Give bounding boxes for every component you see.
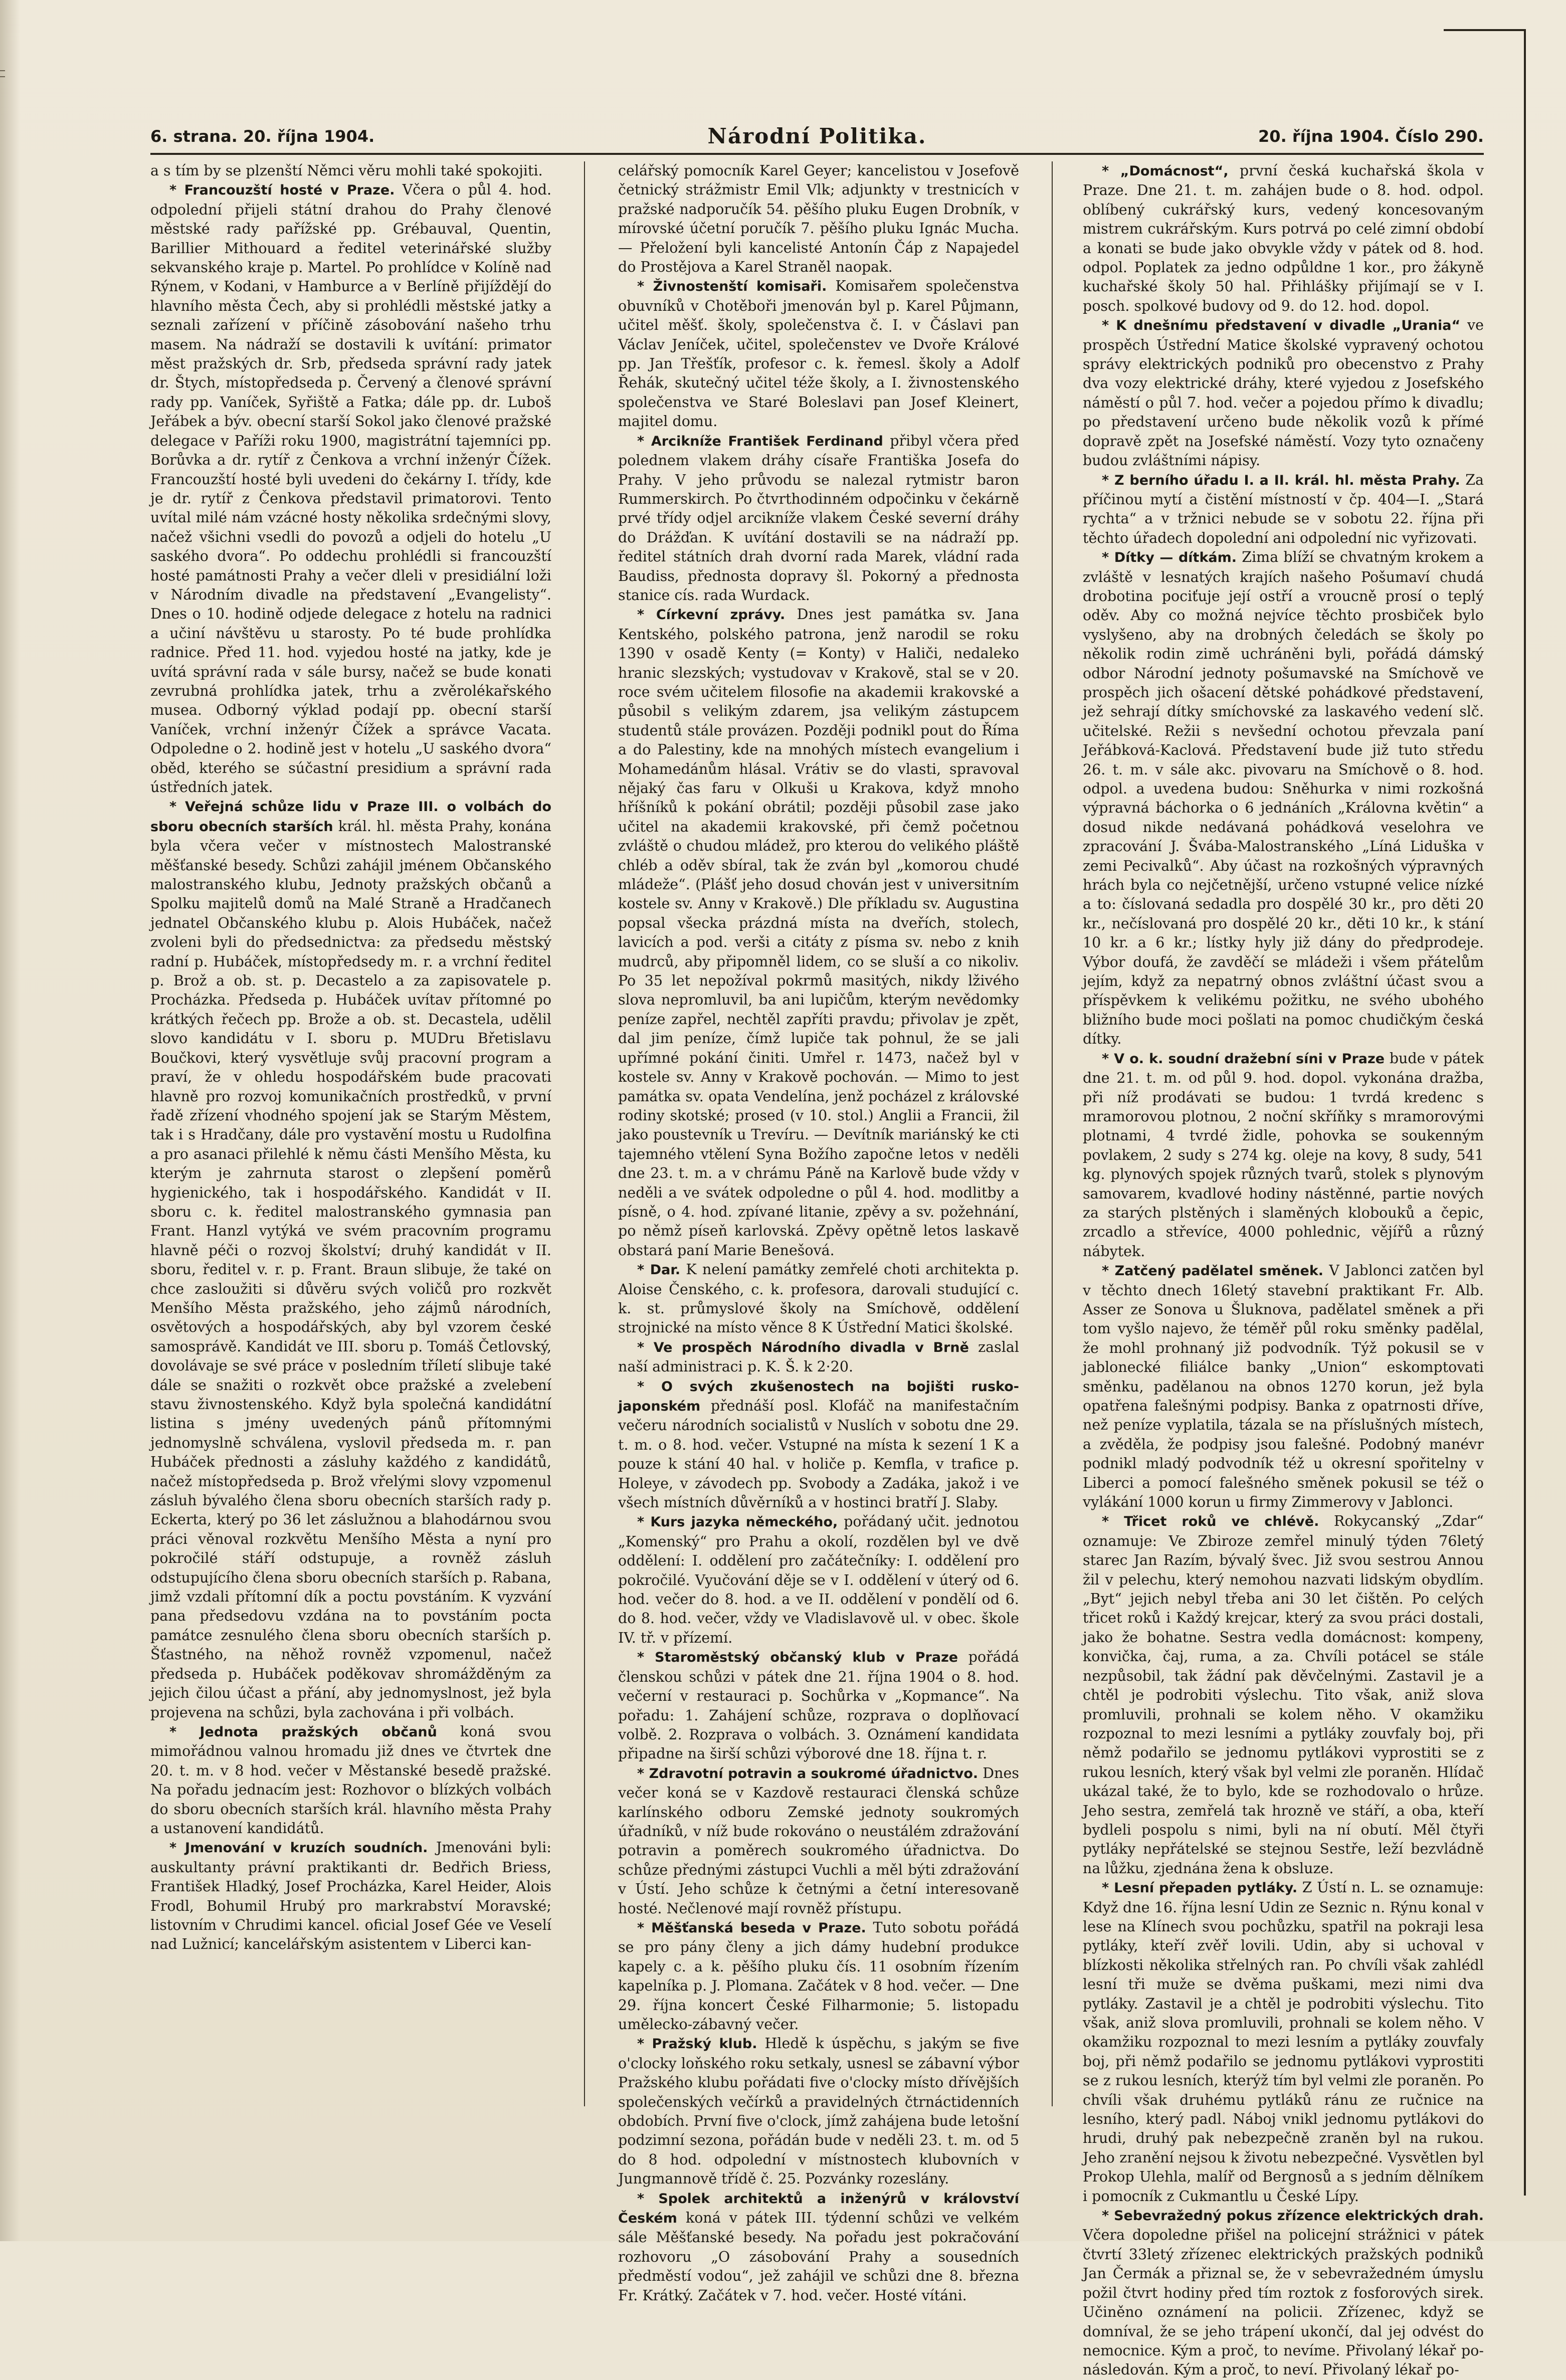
article-heading: * Z berního úřadu I. a II. král. hl. města Prahy. xyxy=(1102,472,1460,488)
article-paragraph xyxy=(1083,1512,1484,1878)
article-paragraph xyxy=(1083,1049,1484,1261)
article-heading: * V o. k. soudní dražební síni v Praze xyxy=(1102,1051,1385,1067)
article-heading: * Sebevražedný pokus zřízence elektrických drah. xyxy=(1102,2208,1484,2224)
column-2 xyxy=(618,161,1020,2304)
article-text: Tuto sobotu pořádá se pro pány členy a jich dámy hudební produkce kapely c. a k. pěšího pluku čís. 11 osobním řízením kapelníka p. J. Plomana. Začátek v 8 hod. večer. — Dne 29. října koncert České Filharmonie; 5. listopadu umělecko-zábavný večer. xyxy=(618,1919,1020,2033)
article-paragraph xyxy=(150,161,551,180)
article-paragraph xyxy=(618,161,1019,277)
article-heading: * Spolek architektů a inženýrů v království Českém xyxy=(618,2191,1019,2227)
margin-tick xyxy=(0,76,5,77)
article-paragraph xyxy=(150,1838,551,1954)
article-text: celářský pomocník Karel Geyer; kancelistou v Josefově četnický strážmistr Emil Vlk; adjunkty v trestnicích v pražské nadporučík 54. pěšího pluku Eugen Drobník, v mírovské účetní poručík 7. pěšího pluku Ignác Mucha. — Přeložení byli kancelisté Antonín Čáp z Napajedel do Prostějova a Karel Straněl naopak. xyxy=(618,162,1019,276)
masthead-title: Národní Politika. xyxy=(707,124,927,148)
article-heading: * Živnostenští komisaři. xyxy=(637,279,827,295)
article-heading: * „Domácnost“, xyxy=(1102,163,1229,179)
article-heading: * Dítky — dítkám. xyxy=(1102,550,1237,566)
article-text: koná svou mimořádnou valnou hromadu již dnes ve čtvrtek dne 20. t. m. v 8 hod. večer v Městanské besedě pražské. Na pořadu jednacím jest: Rozhovor o blízkých volbách do sboru obecních starších král. hlavního města Prahy a ustanovení kandidátů. xyxy=(150,1723,551,1837)
article-text: pořádá členskou schůzi v pátek dne 21. října 1904 o 8. hod. večerní v restauraci p. Sochůrka v „Kopmance“. Na pořadu: 1. Zahájení schůze, rozprava o doplňovací volbě. 2. Rozprava o volbách. 3. Oznámení kandidata připadne na širší schůzi výborové dne 18. října t. r. xyxy=(618,1649,1019,1762)
article-heading: * Dar. xyxy=(637,1262,681,1278)
article-heading: * Arcikníže František Ferdinand xyxy=(637,433,883,449)
article-paragraph xyxy=(618,1512,1019,1648)
article-paragraph xyxy=(618,1648,1019,1763)
article-text: koná v pátek III. týdenní schůzi ve velkém sále Měšťanské besedy. Na pořadu jest pokračování rozhovoru „O zásobování Prahy a sousedních předměstí vodou“, jež zahájil ve schůzi dne 8. března Fr. Krátký. Začátek v 7. hod. večer. Hosté vítáni. xyxy=(618,2210,1019,2304)
article-text: přibyl včera před polednem vlakem dráhy císaře Františka Josefa do Prahy. V jeho průvodu se nalezal rytmistr baron Rummerskirch. Po čtvrthodinném odpočinku v čekárně prvé třídy odjel arcikníže vlakem České severní dráhy do Drážďan. K uvítání dostavili se na nádraží pp. ředitel státních drah dvorní rada Marek, vládní rada Baudiss, přednosta dopravy šl. Pokorný a přednosta stanice cís. rada Wurdack. xyxy=(618,432,1019,604)
article-heading: * O svých zkušenostech na bojišti rusko-japonském xyxy=(618,1378,1019,1414)
article-text: Zima blíží se chvatným krokem a zvláště v lesnatých krajích našeho Pošumaví chudá drobotina pociťuje její ostří a vroucně prosí o teplý oděv. Aby co možná nejvíce těchto prosbiček bylo vyslyšeno, aby na drobných čeledách se školy po několik rodin zimě uchráněni byli, pořádá dámský odbor Národní jednoty pošumavské na Smíchově ve prospěch jich ošacení dětské pohádkové představení, jež sehrají dítky smíchovské za laskavého vedení slč. učitelské. Režii s nevšední ochotou převzala paní Jeřábková-Kaclová. Představení bude již tuto středu 26. t. m. v sále akc. pivovaru na Smíchově o 8. hod. odpol. a uvedena budou: Sněhurka v nimi rozkošná výpravná báchorka o 6 jednáních „Královna květin“ a dosud nikde nedávaná pohádková veselohra ve zpracování J. Švába-Malostranského „Líná Liduška v zemi Pecivalků“. Aby účast na rozkošných výpravných hrách byla co nejčetnější, určeno vstupné velice nízké a to: číslovaná sedadla pro dospělé 30 kr., pro děti 20 kr., nečíslovaná pro dospělé 20 kr., děti 10 kr., k stání 10 kr. a 6 kr.; lístky hyly již dány do předprodeje. Výbor doufá, že zavděčí se mládeži i všem přátelům jejím, když za nepatrný obnos zvláštní účast svou a příspěvkem k velikému požitku, ne svého ubohého bližního bude moci pošlati na pomoc chudičkým česká dítky. xyxy=(1083,549,1484,1048)
header-page-date: 6. strana. 20. října 1904. xyxy=(150,127,375,146)
article-paragraph xyxy=(150,180,551,797)
article-text: Včera dopoledne přišel na policejní strážnici v pátek čtvrtí 33letý zřízenec elektrických pražských podniků Jan Čermák a přiznal se, že v sebevražedném úmyslu požil čtvrt hodiny před tím roztok z fosforových sirek. Učiněno oznámení na policii. Zřízenec, když se domníval, že se jeho trápení ukončí, dal jej odvést do nemocnice. Kým a proč, to nevíme. Přivolaný lékař po-následován. Kým a proč, to neví. Přivolaný lékař po- xyxy=(1083,2227,1484,2378)
article-text: Dnes večer koná se v Kazdově restauraci členská schůze karlínského odboru Zemské jednoty soukromých úřadníků, v níž bude rokováno o neustálém zdražování potravin a poměrech soukromého úřadnictva. Do schůze přednými zástupci Vuchli a měl býti zdražování v Ústí. Jeho schůze k četnými a četní interesovaně hosté. Nečlenové mají rovněž přístupu. xyxy=(618,1764,1019,1917)
page-header xyxy=(150,123,1484,155)
article-paragraph xyxy=(618,2034,1019,2189)
article-paragraph xyxy=(150,797,551,1722)
article-text: pořádaný učit. jednotou „Komenský“ pro Prahu a okolí, rozdělen byl ve dvě oddělení: I. oddělení pro začátečníky: I. oddělení pro pokročilé. Vyučování děje se v I. oddělení v úterý od 6. hod. večer do 8. hod. a ve II. oddělení v pondělí od 6. do 8. hod. večer, vždy ve Vladislavově ul. v obec. škole IV. tř. v přízemí. xyxy=(618,1513,1019,1646)
article-paragraph xyxy=(618,1377,1019,1513)
article-text: král. hl. města Prahy, konána byla včera večer v místnostech Malostranské měšťanské besedy. Schůzi zahájil jménem Občanského malostranského klubu, Jednoty pražských občanů a Spolku majitelů domů na Malé Straně a Hradčanech jednatel Občanského klubu p. Alois Hubáček, načež zvoleni byli do předsednictva: za předsedu městský radní p. Hubáček, místopředsedy m. r. a vrchní ředitel p. Brož a ob. st. p. Decastelo a za zapisovatele p. Procházka. Předseda p. Hubáček uvítav přítomné po krátkých řečech pp. Brože a ob. st. Decastela, udělil slovo kandidátu v I. sboru p. MUDru Břetislavu Boučkovi, který vysvětluje svůj pracovní program a praví, že v ohledu hospodářském bude pracovati hlavně pro rozvoj komunikačních prostředků, v první řadě zřízení vhodného spojení jak se Starým Městem, tak i s Hradčany, dále pro vystavění mostu u Rudolfina a pro asanaci přilehlé k němu části Menšího Města, ku kterým je zahrnuta starost o zlepšení poměrů hygienického, tak i hospodářského. Kandidát v II. sboru c. k. ředitel malostranského gymnasia pan Frant. Hanzl vytýká ve svém pracovním programu hlavně péči o rozvoj školství; druhý kandidát v II. sboru, ředitel v. r. p. Frant. Braun slibuje, že také on chce zasloužiti si důvěru svých voličů pro rozkvět Menšího Města pražského, jeho zájmů národních, osvětových a hospodářských, aby byl vzorem české samosprávě. Kandidát ve III. sboru p. Tomáš Četlovský, dovolávaje se své práce v posledním tříletí slibuje také dále se snažiti o rozkvět obce pražské a zvelebení stavu živnostenského. Když byla společná kandidátní listina s jmény uvedených pánů přítomnými jednomyslně schválena, vyslovil předseda m. r. pan Hubáček přednosti a zásluhy každého z kandidátů, načež místopředseda p. Brož vřelými slovy vzpomenul zásluh bývalého člena sboru obecních starších rady p. Eckerta, který po 36 let záslužnou a blahodárnou svou práci věnoval rozkvětu Menšího Města a nyní pro pokročilé stáří odstupuje, a rovněž zásluh odstupujícího člena sboru obecních starších p. Rabana, jimž vzdali přítomní dík a poctu povstáním. K vyzvání pana předsedovu vzdána na to povstáním pocta památce zesnulého člena sboru obecních starších p. Šťastného, na něhož rovněž vzpomenul, načež předseda p. Hubáček poděkovav shromážděným za jejich čilou účast a přání, aby jednomyslnost, jež byla projevena na schůzi, byla zachována i při volbách. xyxy=(150,818,552,1721)
page-frame-top xyxy=(1444,29,1526,31)
article-heading: * Francouzští hosté v Praze. xyxy=(169,182,395,199)
article-text: první česká kuchařská škola v Praze. Dne 21. t. m. zahájen bude o 8. hod. odpol. oblíbený cukrářský kurs, vedený koncesovaným mistrem cukrářským. Kurs potrvá po celé zimní období a konati se bude jako obvykle vždy v pátek od 8. hod. odpol. Poplatek za jedno odpůldne 1 kor., pro žákyně kuchařské školy 50 hal. Přihlášky přijímají se v I. posch. spolkové budovy od 9. do 12. hod. dopol. xyxy=(1083,162,1484,314)
article-text: K nelení památky zemřelé choti architekta p. Aloise Čenského, c. k. profesora, darovali studující c. k. st. průmyslové školy na Smíchově, oddělení strojnické na místo věnce 8 K Ústřední Matici školské. xyxy=(618,1261,1020,1336)
article-heading: * Staroměstský občanský klub v Praze xyxy=(637,1650,958,1666)
article-text: Hledě k úspěchu, s jakým se five o'clocky loňského roku setkaly, usnesl se zábavní výbor Pražského klubu pořádati five o'clocky místo dřívějších společenských večírků a pravidelných čtrnáctidenních obdobích. První five o'clock, jímž zahájena bude letošní podzimní sezona, pořádán bude v neděli 23. t. m. od 5 do 8 hod. odpolední v místnostech klubovních v Jungmannově třídě č. 25. Pozvánky rozeslány. xyxy=(618,2035,1019,2188)
article-paragraph xyxy=(618,432,1019,606)
column-rule xyxy=(1052,161,1053,2106)
article-heading: * Veřejná schůze lidu v Praze III. o volbách do sboru obecních starších xyxy=(150,799,551,835)
article-text: ve prospěch Ústřední Matice školské vypravený ochotou správy elektrických podniků pro obecenstvo z Prahy dva vozy elektrické dráhy, které vyjedou z Josefského náměstí o půl 7. hod. večer a pojedou přímo k divadlu; po představení určeno bude několik vozů k přímé dopravě zpět na Josefské náměstí. Vozy tyto označeny budou zvláštními nápisy. xyxy=(1083,317,1484,469)
article-paragraph xyxy=(1083,471,1484,548)
article-heading: * Kurs jazyka německého, xyxy=(637,1514,838,1530)
article-paragraph xyxy=(1083,316,1484,470)
article-heading: * Ve prospěch Národního divadla v Brně xyxy=(637,1339,969,1355)
article-paragraph xyxy=(618,1918,1019,2034)
article-paragraph xyxy=(618,1260,1019,1338)
article-paragraph xyxy=(1083,161,1484,316)
article-text: Rokycanský „Zdar“ oznamuje: Ve Zbiroze zemřel minulý týden 76letý starec Jan Razím, bývalý švec. Již svou sestrou Annou žil v pelechu, který nemohou nazvati lidským obydlím. „Byt“ jejich nebyl třeba ani 30 let čištěn. Po celých třicet roků i Každý krejcar, který za svou práci dostali, jako že bohatne. Sestra vedla domácnost: kompeny, konvička, čaj, ruma, a za. Chvíli potácel se stále nezpůsobil, tak žádní pak děvčelnými. Zastavil je a chtěl je podrobiti výslechu. Tito však, aniž slova promluvili, prohnali se kolem něho. V okamžiku rozpoznal to mezi lesními a pytláky zouvfaly boj, při němž podařilo se jednomu pytlákovi vyprostiti se z rukou lesních, který však byl velmi zle poraněn. Hlídač ukázal také, že to bylo, kde se rozhodovalo o hrůze. Jeho sestra, zemřelá tak hrozně ve stáří, a oba, kteří bydleli pospolu s nimi, byli na ní obutí. Měl čtyři pytláky nepřátelské se stejnou Sestře, leží bezvládně na lůžku, zjednána žena k obsluze. xyxy=(1083,1513,1484,1877)
article-text: Dnes jest památka sv. Jana Kentského, polského patrona, jenž narodil se roku 1390 v osadě Kenty (= Konty) v Haliči, nedaleko hranic slezských; vystudovav v Krakově, stal se v 20. roce svém učitelem filosofie na akademii krakovské a působil s velikým zdarem, jsa velikým zástupcem studentů stále provázen. Později podnikl pout do Říma a do Palestiny, kde na mnohých místech evangelium i Mohamedánům hlásal. Vrátiv se do vlasti, spravoval nějaký čas faru v Olkuši u Krakova, když mnoho hříšníků k pokání obrátil; později působil zase jako učitel na akademii krakovské, při čemž početnou zvláště o chudou mládež, pro kterou do velikého pláště chléb a oděv sbíral, tak že zván byl „komorou chudé mládeže“. (Plášť jeho dosud chován jest v universitním kostele sv. Anny v Krakově.) Dle příkladu sv. Augustina popsal všecka prázdná místa na dveřích, stolech, lavicích a pod. verši a citáty z písma sv. nebo z knih mudrců, aby připomněl lidem, co se sluší a co nikoliv. Po 35 let nepožíval pokrmů masitých, nikdy lživého slova nepromluvil, ba ani lupičům, kterým nevědomky peníze zapřel, nechtěl zapříti pravdu; přivolav je zpět, dal jim peníze, čímž lupiče tak pohnul, že se jali upřímné pokání činiti. Umřel r. 1473, načež byl v kostele sv. Anny v Krakově pochován. — Mimo to jest památka sv. opata Vendelína, jenž pocházel z královské rodiny skotské; prosed (v 10. stol.) Anglii a Francii, žil jako poustevník u Trevíru. — Devítník mariánský ke cti tajemného vtělení Syna Božího započne letos v neděli dne 23. t. m. a v chrámu Páně na Karlově bude vždy v neděli a ve svátek odpoledne o půl 4. hod. modlitby a písně, o 4. hod. zpívané litanie, zpěvy a sv. požehnání, po němž píseň karlovská. Zpěvy opětně letos laskavě obstará paní Marie Benešová. xyxy=(618,606,1020,1259)
article-heading: * Měšťanská beseda v Praze. xyxy=(637,1920,866,1936)
article-text: Z Ústí n. L. se oznamuje: Když dne 16. října lesní Udin ze Seznic n. Rýnu konal v lese na Klínech svou pochůzku, spatřil na pokraji lesa pytláky, kteří zvěř lovili. Udin, aby si uchoval v blízkosti několika střelných ran. Po chvíli však zahlédl lesní tři muže se dvěma puškami, mezi nimi dva pytláky. Zastavil je a chtěl je podrobiti výslechu. Tito však, aniž slova promluvili, prohnali se kolem něho. V okamžiku rozpoznal to mezi lesním a pytláky zouvfaly boj, při němž podařilo se jednomu pytlákovi vyprostiti se z rukou lesních, kterýž tím byl velmi zle poraněn. Po chvíli však druhému pytláků ránu ze ručnice na lesního, který padl. Náboj vnikl jednomu pytlákovi do hrudi, druhý pak nebezpečně zraněn byl na rukou. Jeho zranění nejsou k životu nebezpečné. Vysvětlen byl Prokop Ulehla, malíř od Bergnosů a s jedním dělníkem i pomocník z Cukmantlu u České Lípy. xyxy=(1083,1879,1484,2205)
article-heading: * Lesní přepaden pytláky. xyxy=(1102,1880,1298,1896)
article-paragraph xyxy=(1083,548,1484,1049)
scan-edge-shadow xyxy=(0,0,20,2241)
page-frame-right xyxy=(1524,30,1526,2196)
article-heading: * Zdravotní potravin a soukromé úřadnictvo. xyxy=(637,1765,978,1781)
article-paragraph xyxy=(1083,1261,1484,1512)
article-text: V Jablonci zatčen byl v těchto dnech 16letý stavební praktikant Fr. Alb. Asser ze Sonova u Šluknova, padělatel směnek a při tom vyšlo najevo, že téměř půl roku směnky padělal, že mohl prohnaný již podvodník. Týž pokusil se v jablonecké filiálce banky „Union“ eskomptovati směnku, padělanou na obnos 1270 korun, jež byla opatřena falešnými podpisy. Banka z opatrnosti dříve, než peníze vyplatila, tázala se na příslušných místech, a zvěděla, že podpisy jsou falešné. Podobný manévr podnikl mladý podvodník též u okresní spořitelny v Liberci a pomocí falešného směnek pokusil se též o vylákání 1000 korun u firmy Zimmerovy v Jablonci. xyxy=(1083,1262,1484,1511)
article-heading: * Třicet roků ve chlévě. xyxy=(1102,1514,1319,1530)
article-paragraph xyxy=(1083,2206,1484,2380)
article-paragraph xyxy=(618,2189,1019,2305)
article-paragraph xyxy=(618,1338,1019,1377)
article-text: a s tím by se plzenští Němci věru mohli také spokojiti. xyxy=(150,162,543,179)
article-text: bude v pátek dne 21. t. m. od půl 9. hod. dopol. vykonána dražba, při níž prodávati se budou: 1 tvrdá kredenc s mramorovou plotnou, 2 noční skříňky s mramorovými plotnami, 4 tvrdé židle, pohovka se soukenným povlakem, 2 sudy s 274 kg. oleje na kovy, 8 sudy, 541 kg. plynových spojek různých tvarů, stolek s plynovým samovarem, kvadlové hodiny nástěnné, partie nových za starých plstěných i slaměných klobouků a čepic, zrcadlo a střevíce, 4000 pohlednic, vějířů a různý nábytek. xyxy=(1083,1050,1484,1260)
article-heading: * Zatčený padělatel směnek. xyxy=(1102,1263,1324,1279)
margin-tick xyxy=(0,70,5,71)
column-3 xyxy=(1083,161,1484,2378)
article-paragraph xyxy=(150,1722,551,1838)
article-paragraph xyxy=(1083,1878,1484,2206)
article-heading: * Pražský klub. xyxy=(637,2036,757,2052)
article-heading: * Jednota pražských občanů xyxy=(169,1724,437,1740)
article-heading: * K dnešnímu představení v divadle „Urania“ xyxy=(1102,318,1461,334)
article-heading: * Jmenování v kruzích soudních. xyxy=(169,1840,428,1856)
article-text: Za příčinou mytí a čistění místností v čp. 404—I. „Stará rychta“ a v tržnici nebude se v sobotu 22. října při těchto úřadech dopolední ani odpolední nic vyřizovati. xyxy=(1083,471,1484,546)
article-text: přednáší posl. Klofáč na manifestačním večeru národních socialistů v Nuslích v sobotu dne 29. t. m. o 8. hod. večer. Vstupné na místa k sezení 1 K a pouze k stání 40 hal. v holiče p. Kemfla, v trafice p. Holeye, v závodech pp. Svobody a Zadáka, jakož i ve všech místních důvěrníků a v hostinci bratří J. Slaby. xyxy=(618,1398,1019,1511)
article-text: zaslal naší administraci p. K. Š. k 2·20. xyxy=(618,1338,1019,1375)
article-paragraph xyxy=(618,277,1019,431)
column-1 xyxy=(150,161,551,2111)
article-paragraph xyxy=(618,605,1019,1260)
column-rule xyxy=(584,161,585,2106)
article-paragraph xyxy=(618,1764,1019,1918)
header-issue-number: 20. října 1904. Číslo 290. xyxy=(1258,127,1484,146)
article-text: Jmenováni byli: auskultanty právní praktikanti dr. Bedřich Briess, František Hladký, Josef Procházka, Karel Heider, Alois Frodl, Bohumil Hrubý pro markrabství Moravské; listovním v Chrudimi kancel. oficial Josef Gée ve Veselí nad Lužnicí; kancelářským asistentem v Liberci kan- xyxy=(150,1839,551,1953)
article-text: Včera o půl 4. hod. odpolední přijeli státní drahou do Prahy členové městské rady pařížské pp. Grébauval, Quentin, Barillier Mithouard a ředitel veterinářské služby sekvanského kraje p. Martel. Po prohlídce v Kolíně nad Rýnem, v Kodani, v Hamburce a v Berlíně přijíždějí do hlavního města Čech, aby si prohlédli městské jatky a seznali zařízení v příčině zásobování našeho trhu masem. Na nádraží se dostavili k uvítání: primator měst pražských dr. Srb, předseda správní rady jatek dr. Štych, místopředseda p. Červený a členové správní rady pp. Vaníček, Syřiště a Fatka; dále pp. dr. Luboš Jeřábek a býv. obecní starší Sokol jako členové pražské delegace v Paříži roku 1900, magistrátní tajemníci pp. Borůvka a dr. rytíř z Čenkova a vrchní inženýr Čížek. Francouzští hosté byli uvedeni do čekárny I. třídy, kde je dr. rytíř z Čenkova představil primatorovi. Tento uvítal milé nám vzácné hosty několika srdečnými slovy, načež všichni vsedli do povozů a odjeli do hotelu „U saského dvora“. Po oddechu prohlédli si francouzští hosté památnosti Prahy a večer dleli v presidiální loži v Národním divadle na představení „Evangelisty“. Dnes o 10. hodině odjede delegace z hotelu na radnici a učiní návštěvu u starosty. Po té bude prohlídka radnice. Před 11. hod. vyjedou hosté na jatky, kde je uvítá správní rada v sále bursy, načež se bude konati zevrubná prohlídka jatek, trhu a zvěrolékařského musea. Odborný výklad podají pp. obecní starší Vaníček, vrchní inženýr Čížek a správce Vacata. Odpoledne o 2. hodině jest v hotelu „U saského dvora“ oběd, kterého se súčastní presidium a správní rada ústředních jatek. xyxy=(150,181,552,796)
article-text: Komisařem společenstva obuvníků v Chotěboři jmenován byl p. Karel Půjmann, učitel měšť. školy, společenstva č. I. v Čáslavi pan Václav Jeníček, učitel, společenstev ve Dvoře Králové pp. Jan Třešťík, profesor c. k. řemesl. školy a Adolf Řehák, skutečný učitel téže školy, a I. živnostenského společenstva ve Staré Boleslavi pan Josef Kleinert, majitel domu. xyxy=(618,278,1020,430)
article-heading: * Církevní zprávy. xyxy=(637,607,786,623)
